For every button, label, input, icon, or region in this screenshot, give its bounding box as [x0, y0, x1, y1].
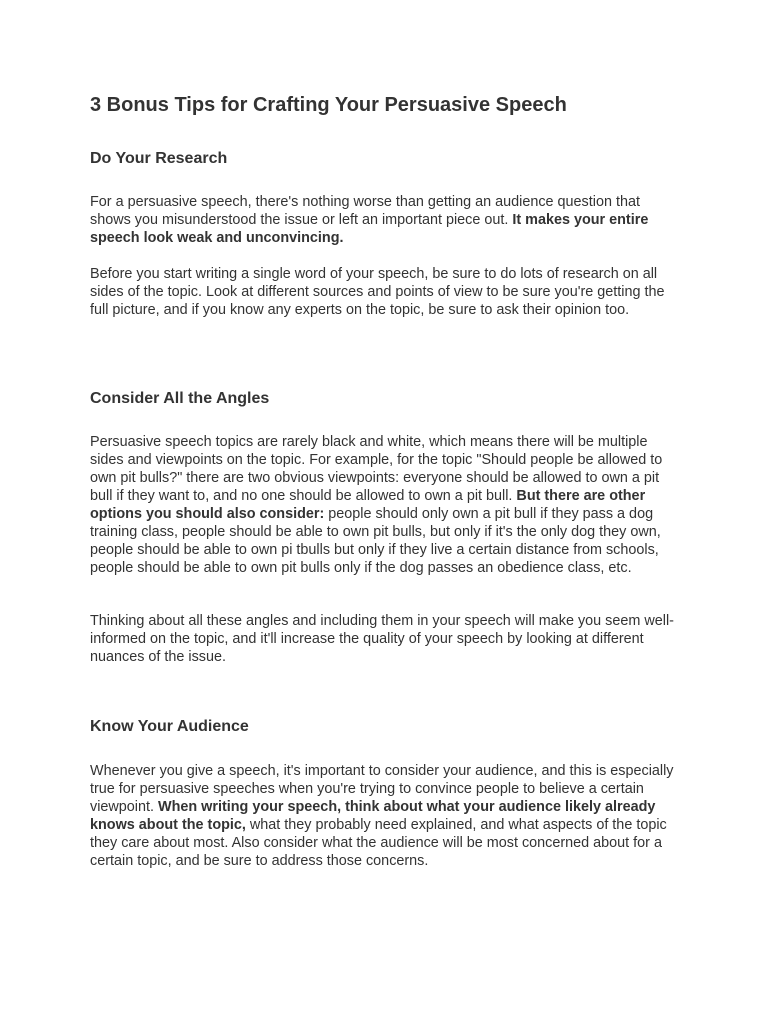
paragraph: Thinking about all these angles and including them in your speech will make you seem well-informed on the topic, and it'll increase the quality of your speech by looking at different nuances of the issue. — [90, 613, 674, 665]
bold-text-run: When writing your speech, think about what your audience likely already knows about the topic, — [90, 799, 656, 833]
paragraph — [90, 433, 682, 577]
section-heading-audience: Know Your Audience — [90, 718, 249, 735]
section-heading-research: Do Your Research — [90, 150, 228, 167]
paragraph — [90, 762, 682, 870]
paragraph — [90, 193, 682, 247]
text-run: For a persuasive speech, there's nothing worse than getting an audience question that shows you misunderstood the issue or left an important piece out. — [90, 194, 640, 228]
bold-text-run: But there are other options you should also consider: — [90, 488, 646, 522]
bold-text-run: It makes your entire speech look weak and unconvincing. — [90, 212, 649, 246]
paragraph: Before you start writing a single word of your speech, be sure to do lots of research on all sides of the topic. Look at different sources and points of view to be sure you're getting the full picture, and if you know any experts on the topic, be sure to ask their opinion too. — [90, 266, 665, 318]
section-heading-angles: Consider All the Angles — [90, 390, 270, 407]
text-run: Whenever you give a speech, it's important to consider your audience, and this is especially true for persuasive speeches when you're trying to convince people to believe a certain viewpoint. — [90, 763, 674, 815]
text-run: Persuasive speech topics are rarely black and white, which means there will be multiple sides and viewpoints on the topic. For example, for the topic "Should people be allowed to own pit bulls?" there are two obvious viewpoints: everyone should be allowed to own a pit bull if they want to, and no one should be allowed to own a pit bull. — [90, 434, 663, 504]
document-title: 3 Bonus Tips for Crafting Your Persuasive Speech — [90, 94, 567, 116]
text-run: people should only own a pit bull if they pass a dog training class, people should be able to own pit bulls, but only if it's the only dog they own, people should be able to own pi tbulls but only if they live a certain distance from schools, people should be able to own pit bulls only if the dog passes an obedience class, etc. — [90, 506, 661, 576]
text-run: what they probably need explained, and what aspects of the topic they care about most. Also consider what the audience will be most concerned about for a certain topic, and be sure to address those concerns. — [90, 817, 667, 869]
